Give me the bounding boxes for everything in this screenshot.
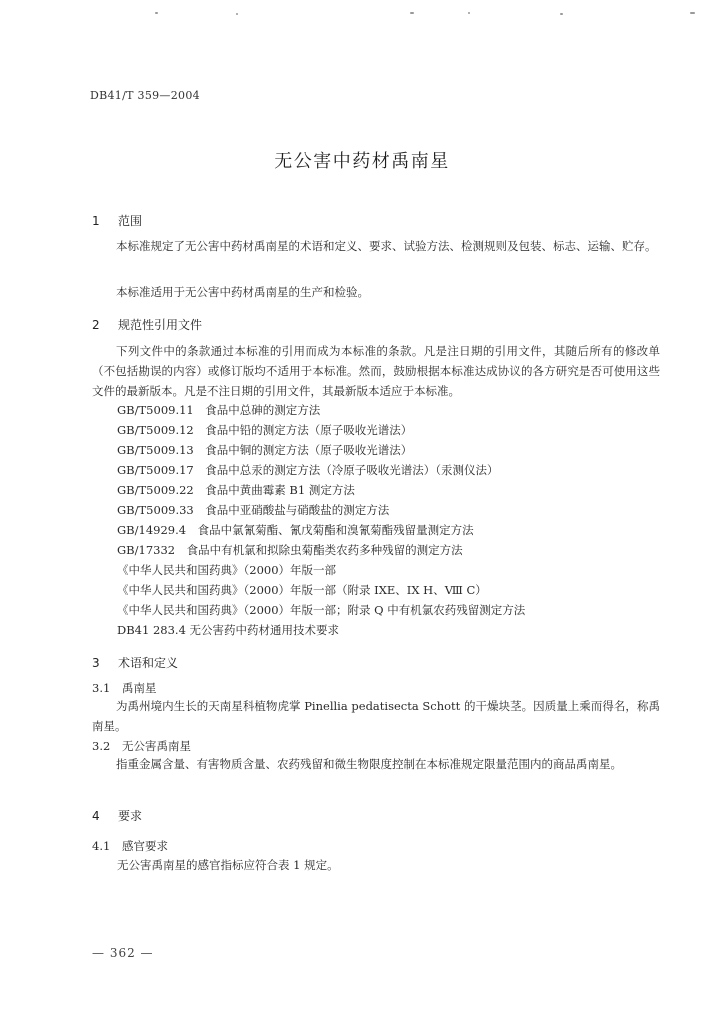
section-number: 4 [92, 809, 100, 823]
section-title: 规范性引用文件 [118, 318, 203, 332]
subsection-number: 4.1 [92, 839, 111, 853]
scan-speck [468, 12, 470, 14]
section-number: 2 [92, 318, 100, 332]
section-number: 1 [92, 214, 100, 228]
reference-item: GB/T5009.12 食品中铅的测定方法（原子吸收光谱法） [117, 423, 413, 437]
reference-item: GB/17332 食品中有机氯和拟除虫菊酯类农药多种残留的测定方法 [117, 543, 463, 557]
subsection-number: 3.1 [92, 681, 111, 695]
section-title: 要求 [118, 809, 143, 823]
scan-speck [155, 12, 158, 14]
reference-item: 《中华人民共和国药典》（2000）年版一部 [117, 563, 337, 577]
reference-item: DB41 283.4 无公害药中药材通用技术要求 [117, 623, 340, 637]
reference-item: GB/T5009.22 食品中黄曲霉素 B1 测定方法 [117, 483, 355, 497]
scan-speck [410, 12, 414, 14]
section-title: 术语和定义 [118, 656, 179, 670]
section-1-heading [92, 212, 142, 229]
scan-speck [690, 12, 695, 14]
subsection-4-1-heading [92, 838, 168, 854]
reference-item: 《中华人民共和国药典》（2000）年版一部（附录 IXE、IX H、Ⅷ C） [117, 583, 487, 597]
document-title: 无公害中药材禹南星 [274, 151, 450, 172]
reference-item: GB/T5009.13 食品中铜的测定方法（原子吸收光谱法） [117, 443, 413, 457]
subsection-number: 3.2 [92, 739, 111, 753]
subsection-3-2-paragraph: 指重金属含量、有害物质含量、农药残留和微生物限度控制在本标准规定限量范围内的商品禹南星。 [116, 757, 622, 771]
section-2-heading [92, 316, 202, 333]
reference-item: GB/T5009.17 食品中总汞的测定方法（冷原子吸收光谱法）（汞测仪法） [117, 463, 499, 477]
section-1-paragraph-1: 本标准规定了无公害中药材禹南星的术语和定义、要求、试验方法、检测规则及包装、标志、运输、贮存。 [116, 239, 657, 253]
reference-item: 《中华人民共和国药典》（2000）年版一部；附录 Q 中有机氯农药残留测定方法 [117, 603, 526, 617]
subsection-title: 无公害禹南星 [122, 739, 191, 753]
page-number: — 362 — [92, 946, 154, 960]
reference-item: GB/T5009.11 食品中总砷的测定方法 [117, 403, 321, 417]
scan-speck [236, 13, 238, 15]
subsection-4-1-paragraph: 无公害禹南星的感官指标应符合表 1 规定。 [117, 858, 339, 872]
scan-speck [560, 13, 563, 15]
section-4-heading [92, 807, 142, 824]
subsection-3-2-heading [92, 738, 191, 754]
reference-item: GB/T5009.33 食品中亚硝酸盐与硝酸盐的测定方法 [117, 503, 390, 517]
standard-number: DB41/T 359—2004 [90, 89, 200, 102]
subsection-3-1-paragraph: 为禹州境内生长的天南星科植物虎掌 Pinellia pedatisecta Schott 的干燥块茎。因质量上乘而得名，称禹南星。 [92, 699, 660, 733]
reference-item: GB/14929.4 食品中氯氰菊酯、氰戊菊酯和溴氰菊酯残留量测定方法 [117, 523, 474, 537]
section-1-paragraph-2: 本标准适用于无公害中药材禹南星的生产和检验。 [116, 285, 369, 299]
section-title: 范围 [118, 214, 143, 228]
section-2-paragraph: 下列文件中的条款通过本标准的引用而成为本标准的条款。凡是注日期的引用文件，其随后所有的修改单（不包括勘误的内容）或修订版均不适用于本标准。然而，鼓励根据本标准达成协议的各方研究是否可使用这些文件的最新版本。凡是不注日期的引用文件，其最新版本适应于本标准。 [92, 344, 660, 398]
section-3-heading [92, 654, 178, 671]
subsection-3-1-heading [92, 680, 157, 696]
subsection-title: 禹南星 [122, 681, 157, 695]
section-number: 3 [92, 656, 100, 670]
subsection-title: 感官要求 [122, 839, 168, 853]
